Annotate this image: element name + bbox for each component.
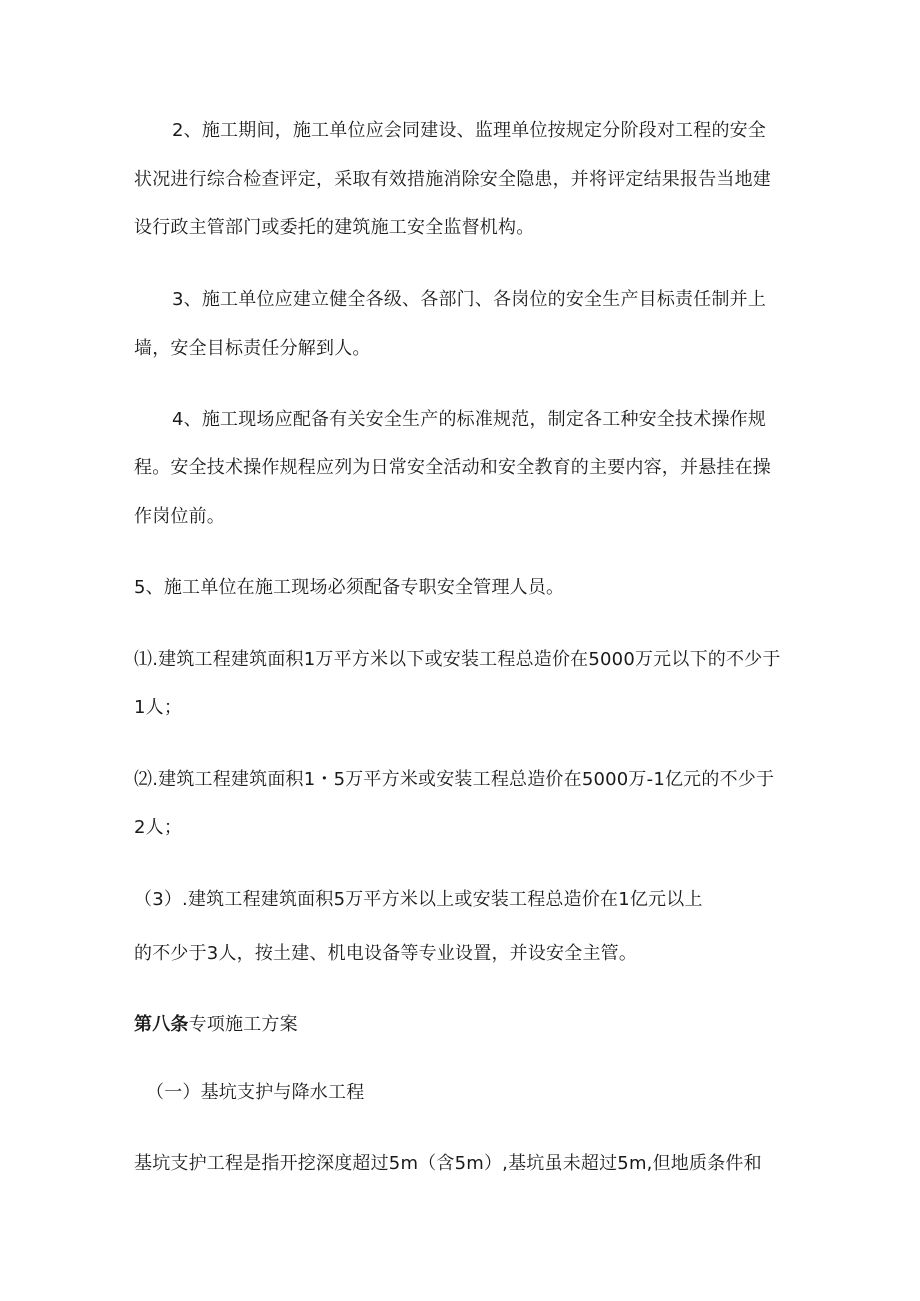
list-item-1-line-2: 1人； bbox=[134, 697, 183, 718]
list-item-2-line-1: ⑵.建筑工程建筑面积1・5万平方米或安装工程总造价在5000万-1亿元的不少于 bbox=[134, 769, 775, 790]
paragraph-5-line-1: 5、施工单位在施工现场必须配备专职安全管理人员。 bbox=[134, 577, 565, 598]
list-item-2-line-2: 2人； bbox=[134, 817, 183, 838]
list-item-3-line-1: （3）.建筑工程建筑面积5万平方米以上或安装工程总造价在1亿元以上 bbox=[134, 889, 703, 910]
paragraph-2-line-2: 状况进行综合检查评定，采取有效措施消除安全隐患，并将评定结果报告当地建 bbox=[134, 169, 771, 190]
paragraph-4-line-1: 4、施工现场应配备有关安全生产的标准规范，制定各工种安全技术操作规 bbox=[172, 409, 767, 430]
paragraph-2-line-3: 设行政主管部门或委托的建筑施工安全监督机构。 bbox=[134, 217, 535, 238]
article-8-number: 第八条 bbox=[134, 1014, 189, 1035]
paragraph-3-line-1: 3、施工单位应建立健全各级、各部门、各岗位的安全生产目标责任制并上 bbox=[172, 289, 767, 310]
foundation-paragraph-line-1: 基坑支护工程是指开挖深度超过5m（含5m）,基坑虽未超过5m,但地质条件和 bbox=[134, 1153, 762, 1174]
paragraph-2-line-1: 2、施工期间，施工单位应会同建设、监理单位按规定分阶段对工程的安全 bbox=[172, 120, 767, 141]
article-8-title: 专项施工方案 bbox=[188, 1014, 298, 1035]
paragraph-4-line-2: 程。安全技术操作规程应列为日常安全活动和安全教育的主要内容，并悬挂在操 bbox=[134, 457, 771, 478]
paragraph-3-line-2: 墙，安全目标责任分解到人。 bbox=[134, 338, 371, 359]
section-1-heading: （一）基坑支护与降水工程 bbox=[146, 1082, 365, 1103]
article-8-heading bbox=[134, 1013, 794, 1037]
paragraph-4-line-3: 作岗位前。 bbox=[134, 506, 225, 527]
list-item-1-line-1: ⑴.建筑工程建筑面积1万平方米以下或安装工程总造价在5000万元以下的不少于 bbox=[134, 649, 781, 670]
list-item-3-line-2: 的不少于3人，按土建、机电设备等专业设置，并设安全主管。 bbox=[134, 943, 638, 964]
